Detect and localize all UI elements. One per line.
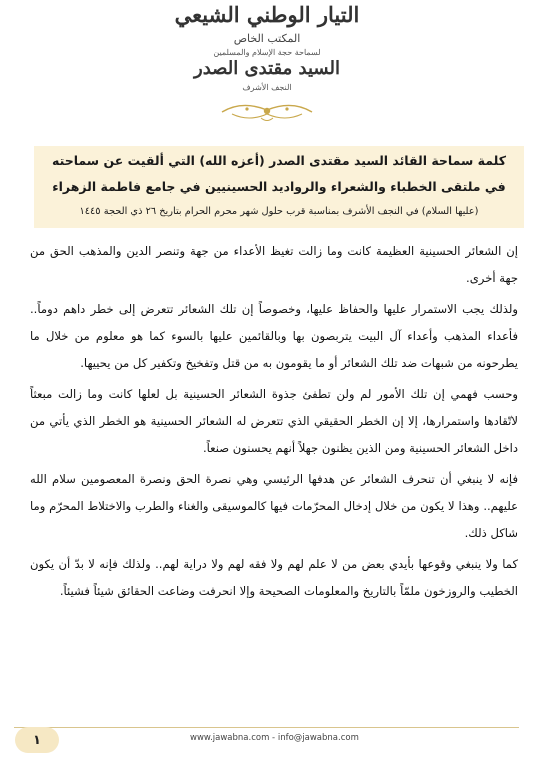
letterhead	[0, 0, 534, 128]
footer-divider	[14, 727, 519, 728]
tagline: لسماحة حجة الإسلام والمسلمين	[213, 48, 321, 57]
paragraph: ولذلك يجب الاستمرار عليها والحفاظ عليها، وخصوصاً إن تلك الشعائر تتعرض إلى خطر داهم دوماً.. فأعداء المذهب وأعداء آل البيت يتربصون بها وبالقائمين عليها بالسوء كما هو معلوم من خلال ما يطرحونه من شبهات ضد تلك الشعائر أو ما يقومون به من قتل وتفخيخ وتكفير كل من يحييها.	[30, 302, 518, 370]
movement-name: التيار الوطني الشيعي	[174, 2, 360, 27]
title-line-3: (عليها السلام) في النجف الأشرف بمناسبة قرب حلول شهر محرم الحرام بتاريخ ٢٦ ذي الحجة ١٤٤٥	[79, 206, 479, 217]
speech-body	[30, 238, 518, 609]
title-line-1: كلمة سماحة القائد السيد مقتدى الصدر (أعزه الله) التي ألقيت عن سماحته	[52, 153, 506, 168]
office-name: المكتب الخاص	[233, 32, 301, 45]
speech-title-box	[34, 146, 524, 228]
title-line-2: في ملتقى الخطباء والشعراء والرواديد الحسينيين في جامع فاطمة الزهراء	[52, 179, 506, 194]
paragraph: إن الشعائر الحسينية العظيمة كانت وما زالت تغيظ الأعداء من جهة وتنصر الدين والمذهب الحق من جهة أخرى.	[30, 244, 518, 285]
page-number-badge: ١	[15, 727, 59, 753]
paragraph: كما ولا ينبغي وقوعها بأيدي بعض من لا علم لهم ولا فقه لهم ولا دراية لهم.. ولذلك فإنه لا بدّ أن يكون الخطيب والروزخون ملمّاً بالتاريخ والمعلومات الصحيحة وإلا انحرفت وضاعت الحقائق شيئاً فشيئاً.	[30, 557, 518, 598]
footer-website-link[interactable]: www.jawabna.com - info@jawabna.com	[190, 733, 359, 743]
paragraph: وحسب فهمي إن تلك الأمور لم ولن تطفئ جذوة الشعائر الحسينية بل لعلها كانت وما زالت مبعثاً لاتّقادها واستمرارها، إلا إن الخطر الحقيقي الذي تتعرض له الشعائر الحسينية هو الخطر الذي يأتي من داخل الشعائر الحسينية ومن الذين يظنون جهلاً أنهم يحسنون صنعاً.	[30, 387, 518, 455]
floral-ornament-icon	[217, 96, 317, 124]
paragraph: فإنه لا ينبغي أن تنحرف الشعائر عن هدفها الرئيسي وهي نصرة الحق ونصرة المعصومين سلام الله عليهم.. وهذا لا يكون من خلال إدخال المحرّمات فيها كالموسيقى والغناء والطرب والاختلاط المحرّم وما شاكل ذلك.	[30, 472, 518, 540]
city-name: النجف الأشرف	[242, 83, 292, 92]
leader-name: السيد مقتدى الصدر	[194, 58, 340, 79]
